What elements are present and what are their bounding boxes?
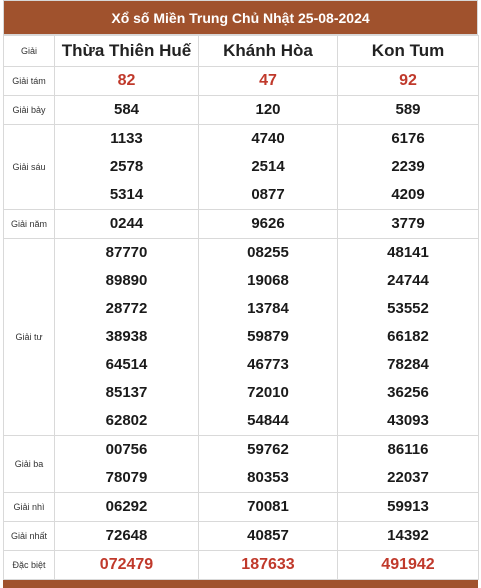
prize-number: 40857 <box>247 527 289 544</box>
prize-row <box>4 96 479 125</box>
prize-number: 62802 <box>105 412 148 429</box>
prize-number: 06292 <box>105 498 148 515</box>
prize-number: 53552 <box>387 300 429 317</box>
prize-row <box>4 125 479 210</box>
prize-number: 6176 <box>391 130 425 147</box>
prize-number: 4209 <box>391 186 425 203</box>
prize-cell <box>199 436 338 493</box>
prize-cell <box>55 125 199 210</box>
prize-number: 13784 <box>247 300 289 317</box>
prize-number: 36256 <box>387 384 429 401</box>
prize-cell <box>338 125 479 210</box>
prize-cell <box>199 493 338 522</box>
results-widget <box>3 0 478 588</box>
prize-number: 46773 <box>247 356 289 373</box>
results-title: Xổ số Miền Trung Chủ Nhật 25-08-2024 <box>3 0 478 35</box>
prize-cell <box>199 239 338 436</box>
special-prize-number: 491942 <box>381 556 435 573</box>
prize-label: Đặc biệt <box>4 551 55 580</box>
province-header[interactable]: Khánh Hòa <box>199 36 338 67</box>
prize-row <box>4 210 479 239</box>
province-header[interactable]: Thừa Thiên Huế <box>55 36 199 67</box>
prize-number: 24744 <box>387 272 429 289</box>
prize-number: 589 <box>395 101 421 118</box>
prize-cell <box>338 522 479 551</box>
special-prize-number: 187633 <box>241 556 295 573</box>
prize-cell <box>199 67 338 96</box>
prize-number: 120 <box>255 101 281 118</box>
prize-label: Giải năm <box>4 210 55 239</box>
prize-number: 80353 <box>247 469 289 486</box>
prize-cell <box>55 436 199 493</box>
prize-number: 0877 <box>251 186 285 203</box>
prize-cell <box>55 67 199 96</box>
prize-label: Giải tám <box>4 67 55 96</box>
prize-number: 59913 <box>387 498 429 515</box>
prize-number: 78284 <box>387 356 429 373</box>
prize-label: Giải tư <box>4 239 55 436</box>
prize-label: Giải ba <box>4 436 55 493</box>
prize-row <box>4 522 479 551</box>
prize-cell <box>199 125 338 210</box>
prize-number: 28772 <box>105 300 148 317</box>
prize-number: 86116 <box>387 441 429 458</box>
prize-label: Giải nhì <box>4 493 55 522</box>
prize-number: 00756 <box>105 441 148 458</box>
prize-number: 70081 <box>247 498 289 515</box>
prize-number: 584 <box>113 101 140 118</box>
prize-number: 19068 <box>247 272 289 289</box>
prize-number: 59762 <box>247 441 289 458</box>
prize-cell <box>55 493 199 522</box>
prize-label: Giải sáu <box>4 125 55 210</box>
province-header[interactable]: Kon Tum <box>338 36 479 67</box>
prize-cell <box>199 522 338 551</box>
prize-number: 87770 <box>105 244 148 261</box>
prize-column-header: Giải <box>4 36 55 67</box>
prize-cell <box>199 210 338 239</box>
prize-label: Giải bảy <box>4 96 55 125</box>
prize-cell <box>55 522 199 551</box>
prize-number: 43093 <box>387 412 429 429</box>
prize-row <box>4 239 479 436</box>
prize-cell <box>55 210 199 239</box>
prize-number: 4740 <box>251 130 285 147</box>
prize-cell <box>55 551 199 580</box>
prize-number: 14392 <box>387 527 429 544</box>
prize-cell <box>55 96 199 125</box>
prize-number: 5314 <box>109 186 144 203</box>
prize-number: 0244 <box>109 215 144 232</box>
prize-cell <box>199 551 338 580</box>
prize-number: 64514 <box>105 356 148 373</box>
prize-cell <box>55 239 199 436</box>
prize-number: 89890 <box>105 272 148 289</box>
prize-number: 82 <box>117 72 136 89</box>
prize-number: 1133 <box>110 130 143 147</box>
prize-cell <box>199 96 338 125</box>
prize-number: 38938 <box>105 328 148 345</box>
prize-cell <box>338 96 479 125</box>
prize-row <box>4 67 479 96</box>
prize-number: 59879 <box>247 328 289 345</box>
prize-number: 3779 <box>391 215 425 232</box>
prize-cell <box>338 493 479 522</box>
prize-cell <box>338 210 479 239</box>
prize-number: 66182 <box>387 328 429 345</box>
prize-number: 08255 <box>247 244 289 261</box>
prize-cell <box>338 239 479 436</box>
prize-number: 78079 <box>105 469 148 486</box>
footer-bar <box>3 580 478 588</box>
prize-number: 9626 <box>251 215 285 232</box>
prize-cell <box>338 436 479 493</box>
prize-number: 72648 <box>105 527 148 544</box>
prize-number: 2514 <box>251 158 285 175</box>
prize-number: 2578 <box>109 158 144 175</box>
prize-number: 54844 <box>247 412 289 429</box>
prize-label: Giải nhất <box>4 522 55 551</box>
prize-row <box>4 436 479 493</box>
prize-row <box>4 493 479 522</box>
prize-number: 92 <box>399 72 417 89</box>
special-prize-number: 072479 <box>99 556 154 573</box>
prize-number: 72010 <box>247 384 289 401</box>
prize-cell <box>338 551 479 580</box>
results-table <box>3 35 479 580</box>
prize-cell <box>338 67 479 96</box>
prize-number: 47 <box>259 72 277 89</box>
prize-row <box>4 551 479 580</box>
prize-number: 48141 <box>387 244 429 261</box>
prize-number: 22037 <box>387 469 429 486</box>
prize-number: 2239 <box>391 158 425 175</box>
prize-number: 85137 <box>105 384 148 401</box>
